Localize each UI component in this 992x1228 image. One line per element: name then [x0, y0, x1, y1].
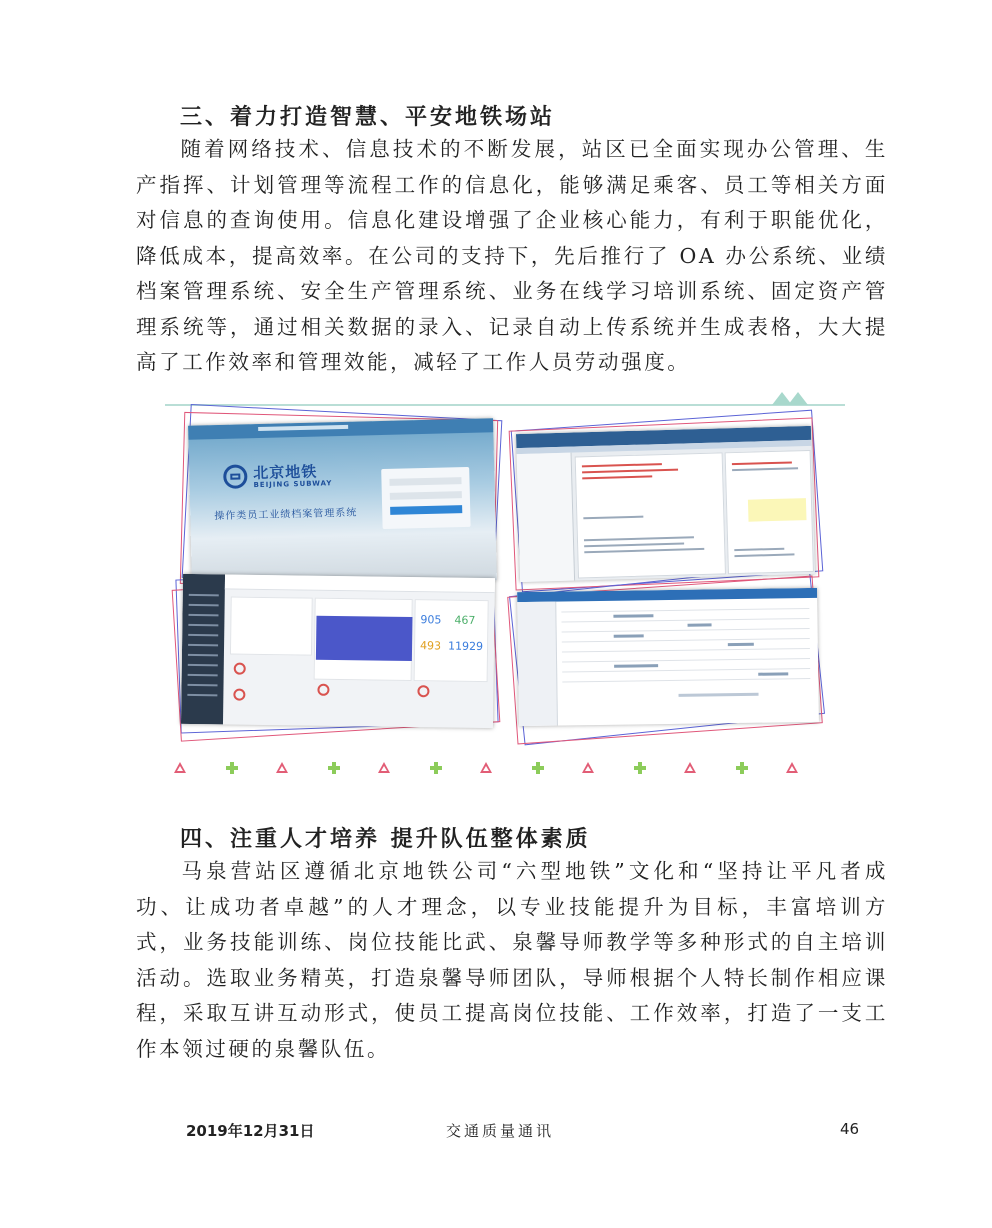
- status-circle-icon: [234, 663, 246, 675]
- triangle-icon: [174, 762, 186, 773]
- brand-name-en: BEIJING SUBWAY: [253, 479, 333, 490]
- oa-screenshot: [516, 426, 815, 582]
- triangle-icon: [684, 762, 696, 773]
- login-button: [390, 505, 462, 515]
- decor-teal-line: [165, 404, 845, 406]
- section3-heading: 三、着力打造智慧、平安地铁场站: [180, 104, 556, 130]
- table-sidebar: [517, 602, 558, 727]
- system-name: 操作类员工业绩档案管理系统: [214, 507, 358, 523]
- footer-magazine: 交通质量通讯: [446, 1122, 555, 1140]
- plus-icon: [328, 762, 340, 774]
- system-screenshots-collage: [160, 390, 850, 790]
- status-circle-icon: [317, 684, 329, 696]
- stat-value: 11929: [447, 639, 484, 654]
- triangle-icon: [786, 762, 798, 773]
- status-circle-icon: [417, 685, 429, 697]
- section3-paragraph: 随着网络技术、信息技术的不断发展，站区已全面实现办公管理、生产指挥、计划管理等流程工作的信息化，能够满足乘客、员工等相关方面对信息的查询使用。信息化建设增强了企业核心能力，有利于职能优化，降低成本，提高效率。在公司的支持下，先后推行了 OA 办公系统、业绩档案管理系统、安全生产管理系统、业务在线学习培训系统、固定资产管理系统等，通过相关数据的录入、记录自动上传系统并生成表格，大大提高了工作效率和管理效能，减轻了工作人员劳动强度。: [136, 137, 888, 374]
- stat-value: 467: [454, 613, 476, 627]
- triangle-icon: [582, 762, 594, 773]
- triangle-icon: [276, 762, 288, 773]
- dashboard-screenshot: [181, 574, 495, 728]
- plus-icon: [430, 762, 442, 774]
- brand-name: 北京地铁: [253, 462, 318, 483]
- bar-chart: [316, 616, 413, 661]
- beijing-subway-logo-icon: [223, 464, 248, 489]
- plus-icon: [634, 762, 646, 774]
- oa-note-box: [748, 498, 807, 522]
- oa-sidebar: [517, 453, 576, 582]
- login-box: [381, 467, 470, 529]
- triangle-icon: [378, 762, 390, 773]
- stat-value: 905: [420, 613, 442, 627]
- dashboard-topbar: [225, 574, 495, 593]
- decor-hill-icon: [788, 392, 808, 405]
- section4-heading: 四、注重人才培养 提升队伍整体素质: [180, 826, 591, 852]
- page-number: 46: [840, 1120, 860, 1138]
- plus-icon: [226, 762, 238, 774]
- section4-paragraph: 马泉营站区遵循北京地铁公司“六型地铁”文化和“坚持让平凡者成功、让成功者卓越”的人才理念，以专业技能提升为目标，丰富培训方式，业务技能训练、岗位技能比武、泉馨导师教学等多种形式的自主培训活动。选取业务精英，打造泉馨导师团队，导师根据个人特长制作相应课程，采取互讲互动形式，使员工提高岗位技能、工作效率，打造了一支工作本领过硬的泉馨队伍。: [136, 859, 888, 1061]
- stat-value: 493: [419, 639, 442, 653]
- plus-icon: [736, 762, 748, 774]
- oa-panel: [575, 452, 726, 578]
- triangle-icon: [480, 762, 492, 773]
- login-screenshot: [188, 418, 497, 587]
- table-screenshot: [517, 588, 819, 726]
- footer-date: 2019年12月31日: [186, 1122, 315, 1140]
- status-circle-icon: [233, 689, 245, 701]
- plus-icon: [532, 762, 544, 774]
- dashboard-sidebar: [181, 574, 225, 725]
